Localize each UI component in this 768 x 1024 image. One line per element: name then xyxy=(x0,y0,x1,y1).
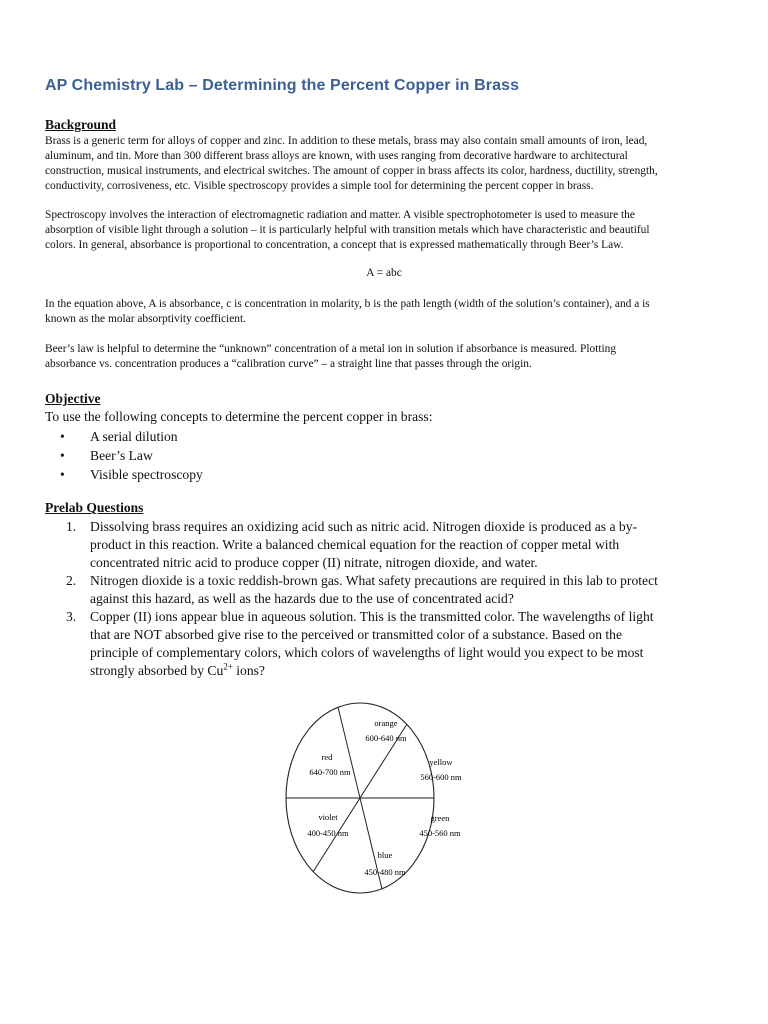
background-paragraph-4: Beer’s law is helpful to determine the “unknown” concentration of a metal ion in solution if absorbance is measured. Plotting absorbance vs. concentration produces a “calibration curve” – a straight line that passes through the origin. xyxy=(45,343,617,370)
svg-text:yellow: yellow xyxy=(429,757,453,767)
segment-yellow xyxy=(420,757,462,782)
svg-text:640-700 nm: 640-700 nm xyxy=(309,767,351,777)
svg-text:450-560 nm: 450-560 nm xyxy=(419,828,461,838)
beers-law-equation: A = abc xyxy=(366,267,402,279)
svg-text:violet: violet xyxy=(318,812,338,822)
color-wheel-diagram xyxy=(284,701,462,895)
svg-text:orange: orange xyxy=(374,718,398,728)
list-item: • A serial dilution xyxy=(60,429,178,444)
segment-blue xyxy=(364,850,406,877)
svg-text:450-480 nm: 450-480 nm xyxy=(364,867,406,877)
prelab-question-2: 2. Nitrogen dioxide is a toxic reddish-brown gas. What safety precautions are required in this lab to protect against this hazard, as well as the hazards due to the use of concentrated acid? xyxy=(66,573,658,606)
prelab-question-1: 1. Dissolving brass requires an oxidizing acid such as nitric acid. Nitrogen dioxide is produced as a by- product in this reaction. Write a balanced chemical equation for the reaction of copper metal with concentrated nitric acid to produce copper (II) nitrate, nitrogen dioxide, and water. xyxy=(66,519,638,570)
background-heading: Background xyxy=(45,117,117,132)
page-title: AP Chemistry Lab – Determining the Percent Copper in Brass xyxy=(45,77,520,94)
background-paragraph-1: Brass is a generic term for alloys of copper and zinc. In addition to these metals, brass may also contain small amounts of iron, lead, aluminum, and tin. More than 300 different brass alloys are known, with uses ranging from decorative hardware to architectural construction, musical instruments, and electrical switches. The amount of copper in brass affects its color, hardness, ductility, strength, conductivity, corrosiveness, etc. Visible spectroscopy provides a simple tool for determining the percent copper in brass. xyxy=(45,135,658,192)
objective-intro: To use the following concepts to determine the percent copper in brass: xyxy=(45,409,433,424)
segment-red xyxy=(309,752,351,777)
svg-text:560-600 nm: 560-600 nm xyxy=(420,772,462,782)
objective-list xyxy=(60,427,203,484)
background-paragraph-3: In the equation above, A is absorbance, c is concentration in molarity, b is the path length (width of the solution’s container), and a is known as the molar absorptivity coefficient. xyxy=(45,298,650,325)
prelab-heading: Prelab Questions xyxy=(45,500,144,515)
list-item: • Visible spectroscopy xyxy=(60,467,203,482)
svg-text:green: green xyxy=(430,813,450,823)
prelab-question-list xyxy=(66,518,658,680)
segment-green xyxy=(419,813,461,838)
svg-text:600-640 nm: 600-640 nm xyxy=(365,733,407,743)
prelab-question-3: 3. Copper (II) ions appear blue in aqueous solution. This is the transmitted color. The wavelengths of light that are NOT absorbed give rise to the perceived or transmitted color of a substance. Based on the principle of complementary colors, which colors of wavelengths of light would you expect to be most strongly absorbed by $Cu^{2+}$ ions? xyxy=(66,609,654,678)
background-paragraph-2: Spectroscopy involves the interaction of electromagnetic radiation and matter. A visible spectrophotometer is used to measure the absorption of visible light through a solution – it is particularly helpful with transition metals which have characteristic and beautiful colors. In general, absorbance is proportional to concentration, a concept that is expressed mathematically through Beer’s Law. xyxy=(45,209,650,251)
svg-text:blue: blue xyxy=(377,850,393,860)
objective-heading: Objective xyxy=(45,391,101,406)
segment-orange xyxy=(365,718,407,743)
list-item: • Beer’s Law xyxy=(60,448,153,463)
svg-text:400-450 nm: 400-450 nm xyxy=(307,828,349,838)
svg-text:red: red xyxy=(321,752,333,762)
